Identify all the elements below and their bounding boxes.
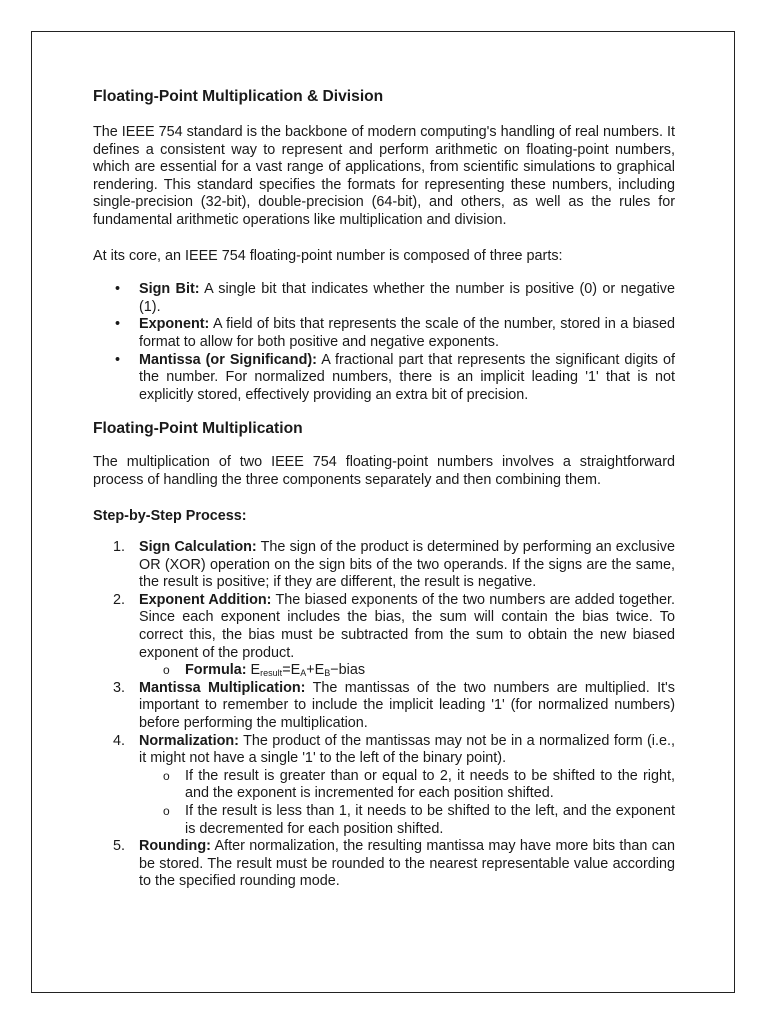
part-label: Exponent: [139, 316, 210, 333]
step-number: 5. [113, 838, 126, 855]
list-item [93, 733, 675, 839]
intro-paragraph: The IEEE 754 standard is the backbone of modern computing's handling of real numbers. It defines a consistent way to represent and perform arithmetic on floating-point numbers, which are essential for a vast range of applications, from scientific simulations to graphical rendering. This standard specifies the formats for representing these numbers, including single-precision (32-bit), double-precision (64-bit), and others, as well as the rules for fundamental arithmetic operations like multiplication and division. [93, 124, 675, 228]
document-content [93, 86, 675, 891]
part-label: Mantissa (or Significand): [139, 351, 317, 368]
formula-eq: =E [282, 662, 301, 679]
sub-item-text: If the result is less than 1, it needs to be shifted to the left, and the exponent is decremented for each position shifted. [185, 803, 675, 837]
part-text: A fractional part that represents the significant digits of the number. For normalized numbers, there is an implicit leading '1' that is not explicitly stored, effectively providing an extra bit of precision. [139, 351, 675, 403]
step-label: Rounding: [139, 838, 211, 855]
circle-bullet-icon: o [163, 768, 170, 783]
step-number: 1. [113, 539, 126, 556]
multiplication-intro-paragraph: The multiplication of two IEEE 754 floating-point numbers involves a straightforward process of handling the three components separately and then combining them. [93, 454, 675, 488]
part-text: A field of bits that represents the scale of the number, stored in a biased format to allow for both positive and negative exponents. [139, 316, 675, 350]
normalization-sublist [139, 768, 675, 838]
step-number: 2. [113, 591, 126, 608]
circle-bullet-icon: o [163, 663, 170, 678]
step-text: The product of the mantissas may not be in a normalized form (i.e., it might not have a single '1' to the left of the binary point). [139, 732, 675, 767]
list-item [139, 768, 675, 803]
sub-item-text: If the result is greater than or equal to 2, it needs to be shifted to the right, and the exponent is incremented for each position shifted. [185, 767, 675, 802]
list-item [93, 316, 675, 351]
formula-tail: −bias [330, 662, 366, 679]
formula-label: Formula: [185, 662, 247, 679]
list-item [93, 539, 675, 592]
circle-bullet-icon: o [163, 804, 170, 818]
formula-item [139, 662, 675, 680]
step-label: Sign Calculation: [139, 539, 257, 556]
step-text: The mantissas of the two numbers are multiplied. It's important to remember to include the implicit leading '1' (for normalized numbers) before performing the multiplication. [139, 679, 676, 732]
section-title-multiplication: Floating-Point Multiplication [93, 420, 303, 438]
formula-e1: E [246, 662, 261, 679]
part-label: Sign Bit: [139, 281, 200, 298]
step-text: The sign of the product is determined by performing an exclusive OR (XOR) operation on the sign bits of the two operands. If the signs are the same, the result is positive; if they are different, the result is negative. [139, 539, 675, 591]
formula-plus: +E [306, 662, 325, 679]
bullet-icon: • [115, 316, 121, 333]
parts-list [93, 281, 675, 404]
list-item [93, 592, 675, 680]
list-item [93, 680, 675, 733]
section-title-multiplication-division: Floating-Point Multiplication & Division [93, 88, 384, 105]
formula-sublist [139, 662, 675, 680]
list-item [93, 838, 675, 891]
step-text: After normalization, the resulting mantissa may have more bits than can be stored. The result must be rounded to the nearest representable value according to the specified rounding mode. [139, 838, 675, 890]
formula-sub-result: result [260, 668, 283, 679]
formula-sub-a: A [300, 668, 307, 679]
step-number: 4. [113, 732, 126, 749]
part-text: A single bit that indicates whether the number is positive (0) or negative (1). [139, 281, 675, 315]
step-text: The biased exponents of the two numbers are added together. Since each exponent includes the bias, the sum will contain the bias twice. To correct this, the bias must be subtracted from the sum to obtain the new biased exponent of the product. [139, 591, 675, 661]
bullet-icon: • [115, 351, 121, 368]
step-number: 3. [113, 679, 126, 696]
step-label: Mantissa Multiplication: [139, 679, 306, 696]
steps-heading: Step-by-Step Process: [93, 507, 247, 524]
formula-sub-b: B [324, 668, 331, 679]
steps-list [93, 539, 675, 891]
list-item [139, 803, 675, 838]
bullet-icon: • [115, 281, 121, 298]
step-label: Exponent Addition: [139, 591, 272, 608]
list-item [93, 352, 675, 405]
parts-intro-paragraph: At its core, an IEEE 754 floating-point number is composed of three parts: [93, 247, 563, 264]
step-label: Normalization: [139, 732, 239, 749]
list-item [93, 281, 675, 316]
